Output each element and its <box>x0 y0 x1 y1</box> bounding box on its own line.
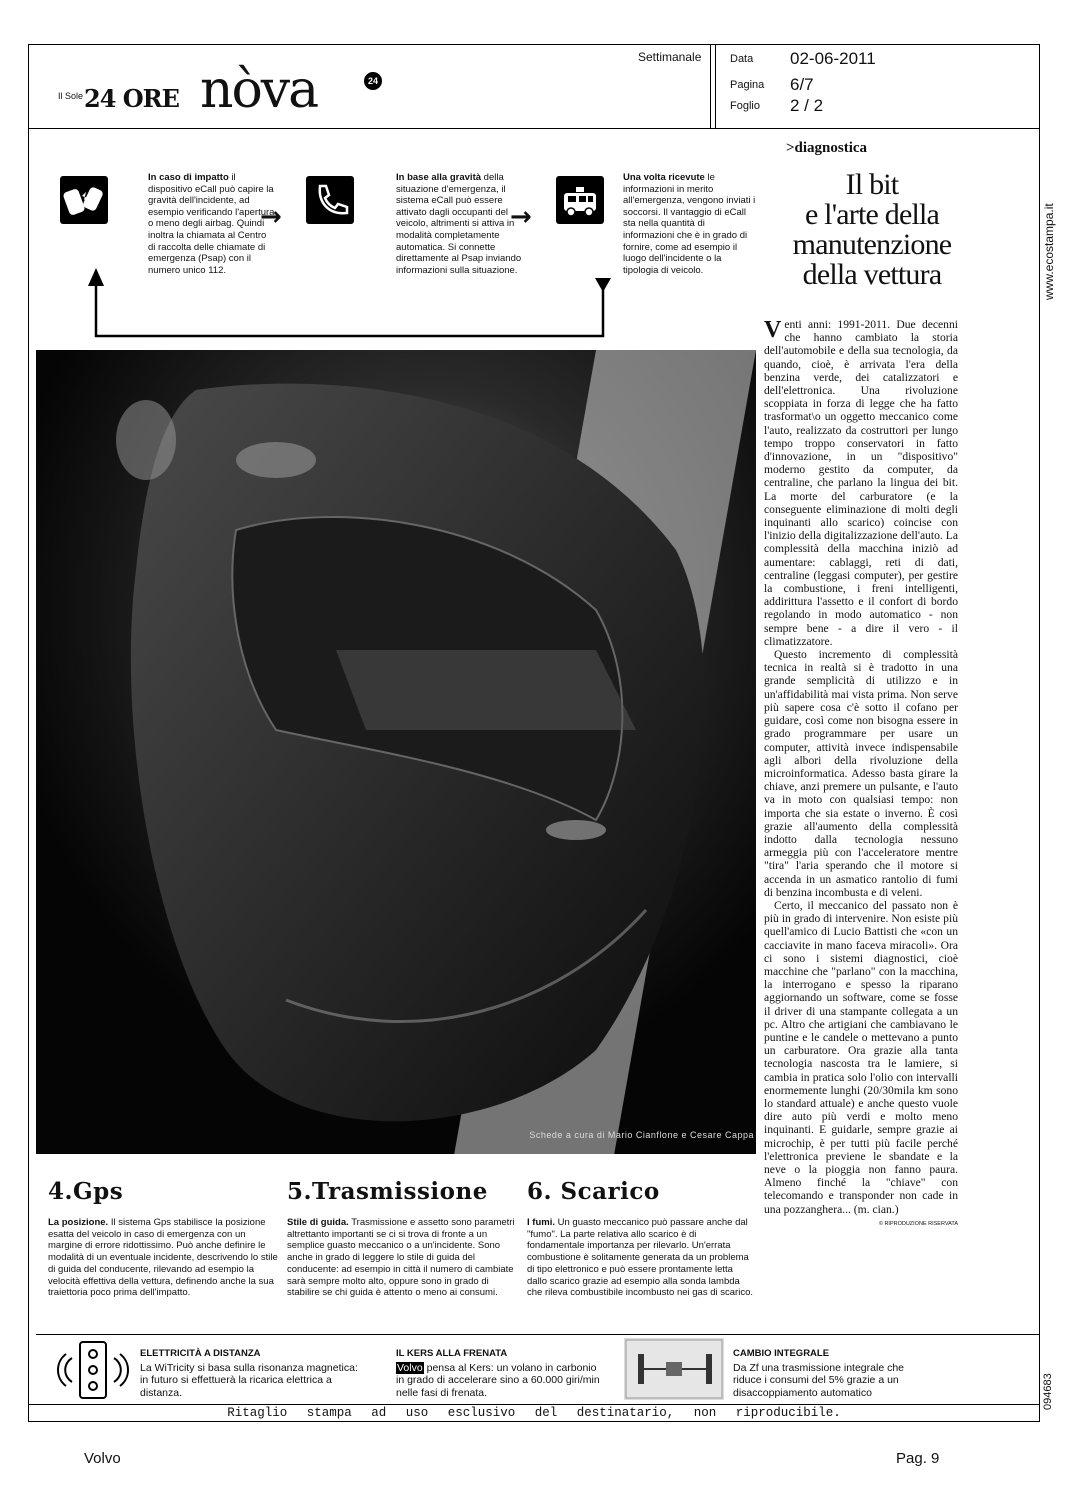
arrow-right-icon-2: → <box>510 202 532 232</box>
copyright-note: © RIPRODUZIONE RISERVATA <box>878 1220 958 1227</box>
header-divider <box>28 128 1040 129</box>
article-body <box>764 318 958 1231</box>
article-paragraph-1: Venti anni: 1991-2011. Due decenni che hanno cambiato la storia dell'automobile e della sua tecnologia, da quando, cioè, è arrivata l'era della benzina verde, dei catalizzatori e dell'elettronica. Una rivoluzione scoppiata in forza di legge che ha fatto trasformat\o un oggetto meccanico come l'auto, realizzato da costruttori per lungo tempo troppo conservatori in fatto d'innovazione, in un "dispositivo" moderno gestito da computer, da centraline, che parlano la lingua dei bit. La morte del carburatore (e la conseguente eliminazione di molti degli inquinanti allo scarico) coincise con l'inizio della digitalizzazione dell'auto. La complessità della macchina iniziò ad aumentare: cablaggi, reti di dati, centraline (leggasi computer), per gestire la combustione, i freni intelligenti, addirittura l'assetto e il confort di bordo regolando in modo automatico - non sempre bene - a dire il vero - il climatizzatore. <box>764 317 958 648</box>
article-title-line-4: della vettura <box>802 258 942 291</box>
step-2-body: della situazione d'emergenza, il sistema eCall può essere attivato dagli occupanti del veicolo, altrimenti si attiva in modalità completamente automatica. Si connette direttamente al Psap inviando informazioni sulla situazione. <box>396 172 522 276</box>
data-label: Data <box>730 53 754 65</box>
column-trasmissione-lead: Stile di guida. <box>287 1217 349 1228</box>
car-photo-illustration <box>36 350 756 1154</box>
masthead-small-label: Il Sole <box>58 91 84 101</box>
column-trasmissione-title: 5.Trasmissione <box>287 1178 488 1205</box>
strip-kers <box>396 1348 606 1399</box>
feedback-loop-arrow <box>40 140 760 350</box>
foglio-value: 2 / 2 <box>790 96 824 115</box>
article-title-line-2: e l'arte della <box>804 198 940 231</box>
frequency-label: Settimanale <box>638 50 702 64</box>
column-scarico <box>527 1178 753 1299</box>
column-gps-text <box>48 1217 280 1299</box>
step-1-body: il dispositivo eCall può capire la gravità dell'incidente, ad esempio verificando l'apertura o meno degli airbag. Quindi inoltra la chiamata al Centro di raccolta delle chiamate di emergenza (Psap) con il numero unico 112. <box>148 172 275 276</box>
strip-elettricita-text: La WiTricity si basa sulla risonanza magnetica: in futuro si effettuerà la ricarica elettrica a distanza. <box>140 1361 358 1399</box>
header-vline-1 <box>710 44 711 128</box>
side-code: 094683 <box>1042 1373 1054 1410</box>
article-title-line-1: Il bit <box>845 168 899 201</box>
masthead-badge: 24 <box>364 72 382 90</box>
strip-elettricita <box>140 1348 360 1399</box>
column-gps <box>48 1178 280 1299</box>
step-3-body: le informazioni in merito all'emergenza, vengono inviati i soccorsi. Il vantaggio di eCall sta nella quantità di informazioni che è in grado di fornire, come ad esempio il luogo dell'incidente o la tipologia di veicolo. <box>623 172 756 276</box>
strip-cambio-text: Da Zf una trasmissione integrale che riduce i consumi del 5% grazie a un disaccoppiamento automatico <box>733 1361 904 1399</box>
strip-kers-highlight: Volvo <box>397 1361 423 1374</box>
masthead-brand: 24 ORE <box>84 84 179 113</box>
column-trasmissione-body: Trasmissione e assetto sono parametri altrettanto importanti se ci si trova di fronte a un semplice guasto meccanico o a un'incidente. Sono anche in grado di leggere lo stile di guida del conducente: ad esempio in città il numero di cambiate sarà sempre molto alto, oppure sono in grado di stabilire se chi guida è attento o meno ai consumi. <box>287 1217 515 1299</box>
ecall-infographic <box>40 140 760 350</box>
step-2-lead: In base alla gravità <box>396 172 482 183</box>
column-gps-body: Il sistema Gps stabilisce la posizione esatta del veicolo in caso di emergenza con un margine di errore ridottissimo. Può anche definire le modalità di un eventuale incidente, descrivendo lo stile di guida del conducente, rilevando ad esempio la velocità effettiva della vettura, definendo anche la sua traiettoria poco prima dell'impatto. <box>48 1217 278 1299</box>
arrow-right-icon: → <box>260 202 282 232</box>
column-gps-lead: La posizione. <box>48 1217 109 1228</box>
header-vline-2 <box>715 44 716 128</box>
clipping-notice: Ritaglio stampa ad uso esclusivo del destinatario, non riproducibile. <box>227 1406 841 1420</box>
masthead <box>58 60 398 120</box>
column-trasmissione <box>287 1178 519 1299</box>
column-scarico-text <box>527 1217 753 1299</box>
strip-kers-title: IL KERS ALLA FRENATA <box>396 1348 508 1359</box>
article-kicker: >diagnostica <box>786 140 868 156</box>
bottom-strip-divider <box>36 1334 1040 1335</box>
article-paragraph-2: Questo incremento di complessità tecnica in realtà si è tradotto in una grande semplicità di utilizzo e in un'affidabilità mai vista prima. Non serve più sapere cosa c'è sotto il cofano per guidare, così come non bisogna essere in grado programmare per usare un computer, attività invece indispensabile agli albori della rivoluzione della microinformatica. Adesso basta girare la chiave, anzi premere un pulsante, e l'auto va in moto con qualsiasi tempo: non importa che sia estate o inverno. È così grazie all'aumento della complessità indotto dalla tecnologia nessuno armeggia più con l'acceleratore mentre "tira" l'aria sperando che il motore si accenda in un asmatico rantolio di fumi di benzina incombusta e di veleni. <box>764 648 958 899</box>
column-gps-title: 4.Gps <box>48 1178 124 1205</box>
wireless-charging-icon <box>56 1340 130 1400</box>
article-title-line-3: manutenzione <box>792 228 952 261</box>
strip-cambio <box>733 1348 933 1399</box>
strip-cambio-title: CAMBIO INTEGRALE <box>733 1348 830 1359</box>
column-trasmissione-text <box>287 1217 519 1299</box>
drivetrain-icon <box>624 1338 724 1400</box>
article-paragraph-3: Certo, il meccanico del passato non è più in grado di intervenire. Non esiste più quell'amico di Lucio Battisti che «con un cacciavite in mano faceva miracoli». Ora ci sono i sistemi diagnostici, cioè macchine che "parlano" con la macchina, la interrogano e spesso la riparano aggiornando un software, come se fosse il driver di una stampante collegata a un pc. Altro che artigiani che cambiavano le puntine e le candele o mettevano a punto un carburatore. Ora grazie alla tanta tecnologia nascosta tra le lamiere, si cambia in pratica solo l'olio con intervalli enormemente lunghi (20/30mila km sono lo standard attuale) e anche questo vuole dire auto più verdi e molto meno inquinanti. E guidarle, sempre grazie ai microchip, è per tutti più facile perché l'elettronica previene le sbandate e la neve o la pioggia non fanno paura. Almeno finché la "chiave" con telecomando e transponder non cade in una pozzanghera... (m. cian.) <box>764 898 958 1216</box>
column-scarico-body: Un guasto meccanico può passare anche dal "fumo". La parte relativa allo scarico è di fondamentale importanza per rilevarlo. Un'errata combustione è solitamente generata da un problema di tipo elettronico e può essere prontamente letta dallo scarico grazie ad esempio alla sonda lambda che rileva combustibile incombusto nei gas di scarico. <box>527 1217 753 1299</box>
data-value: 02-06-2011 <box>790 49 876 68</box>
foglio-label: Foglio <box>730 100 760 112</box>
notice-divider <box>28 1404 1040 1405</box>
footer-left: Volvo <box>84 1450 121 1467</box>
step-3-lead: Una volta ricevute <box>623 172 705 183</box>
car-photo <box>36 350 756 1154</box>
column-scarico-title: 6. Scarico <box>527 1178 660 1205</box>
photo-caption: Schede a cura di Mario Cianflone e Cesare Cappa <box>529 1130 754 1140</box>
footer-page: Pag. 9 <box>896 1450 940 1467</box>
pagina-label: Pagina <box>730 79 765 91</box>
pagina-value: 6/7 <box>790 75 814 94</box>
column-scarico-lead: I fumi. <box>527 1217 555 1228</box>
strip-kers-text: pensa al Kers: un volano in carbonio in grado di accelerare sino a 60.000 giri/min nelle fasi di frenata. <box>396 1361 600 1399</box>
article-title <box>772 170 972 290</box>
step-1-lead: In caso di impatto <box>148 172 229 183</box>
strip-elettricita-title: ELETTRICITÀ A DISTANZA <box>140 1348 261 1359</box>
masthead-section: nòva <box>200 60 318 120</box>
side-website: www.ecostampa.it <box>1042 203 1056 300</box>
